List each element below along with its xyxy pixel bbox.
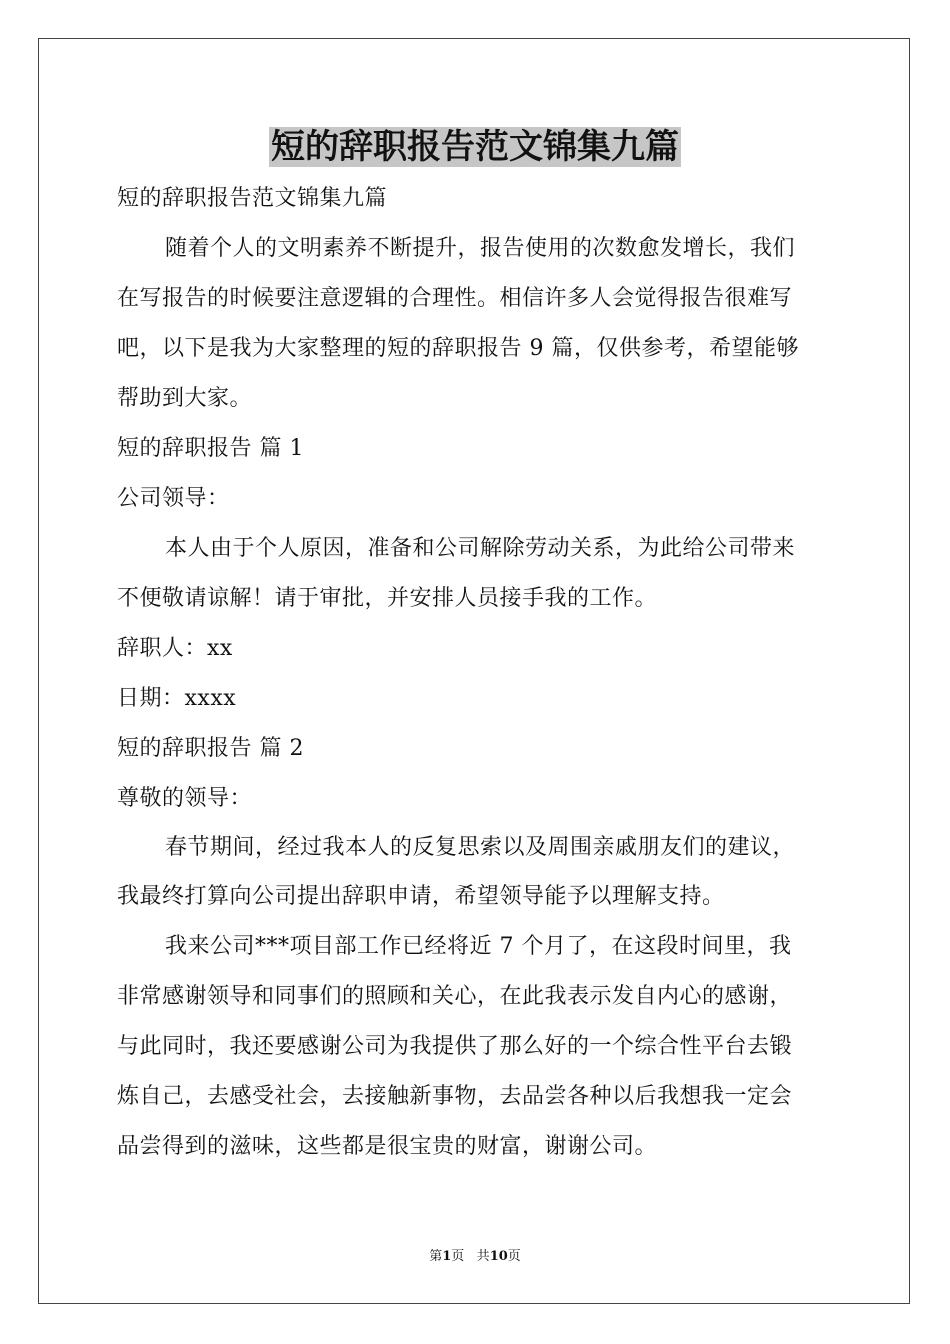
- section-2-para-2-line-3: 与此同时，我还要感谢公司为我提供了那么好的一个综合性平台去锻: [117, 1034, 793, 1059]
- section-2-para-1-line-1: 春节期间，经过我本人的反复思索以及周围亲戚朋友们的建议，: [165, 835, 796, 860]
- intro-line-1: 随着个人的文明素养不断提升，报告使用的次数愈发增长，我们: [165, 236, 796, 261]
- section-2-para-2-line-4: 炼自己，去感受社会，去接触新事物，去品尝各种以后我想我一定会: [117, 1084, 793, 1109]
- section-1-salutation: 公司领导：: [117, 486, 230, 511]
- intro-line-2: 在写报告的时候要注意逻辑的合理性。相信许多人会觉得报告很难写: [117, 286, 793, 311]
- section-1-body-line-2: 不便敬请谅解！请于审批，并安排人员接手我的工作。: [117, 586, 658, 611]
- footer-page-suffix: 页: [451, 1249, 465, 1264]
- footer-total-suffix: 页: [507, 1249, 521, 1264]
- section-1-signer: 辞职人：xx: [117, 636, 233, 661]
- footer-total-prefix: 共: [476, 1249, 490, 1264]
- footer-page-prefix: 第: [429, 1249, 443, 1264]
- section-1-heading: 短的辞职报告 篇 1: [117, 436, 304, 461]
- footer-total-pages: 10: [489, 1249, 508, 1264]
- page-border: [38, 38, 910, 1304]
- page-footer: [0, 1248, 950, 1266]
- intro-line-3: 吧，以下是我为大家整理的短的辞职报告 9 篇，仅供参考，希望能够: [117, 336, 799, 361]
- section-2-salutation: 尊敬的领导：: [117, 786, 253, 811]
- document-subtitle: 短的辞职报告范文锦集九篇: [117, 186, 388, 211]
- section-2-para-2-line-5: 品尝得到的滋味，这些都是很宝贵的财富，谢谢公司。: [117, 1134, 658, 1159]
- section-1-date: 日期：xxxx: [117, 686, 237, 711]
- section-2-heading: 短的辞职报告 篇 2: [117, 736, 304, 761]
- footer-page-number: 1: [442, 1249, 452, 1264]
- section-1-body-line-1: 本人由于个人原因，准备和公司解除劳动关系，为此给公司带来: [165, 536, 796, 561]
- section-2-para-2-line-1: 我来公司***项目部工作已经将近 7 个月了，在这段时间里，我: [165, 934, 792, 959]
- document-title: [0, 124, 950, 170]
- document-title-text: 短的辞职报告范文锦集九篇: [271, 127, 679, 167]
- intro-line-4: 帮助到大家。: [117, 386, 253, 411]
- section-2-para-2-line-2: 非常感谢领导和同事们的照顾和关心，在此我表示发自内心的感谢，: [117, 984, 793, 1009]
- section-2-para-1-line-2: 我最终打算向公司提出辞职申请，希望领导能予以理解支持。: [117, 884, 725, 909]
